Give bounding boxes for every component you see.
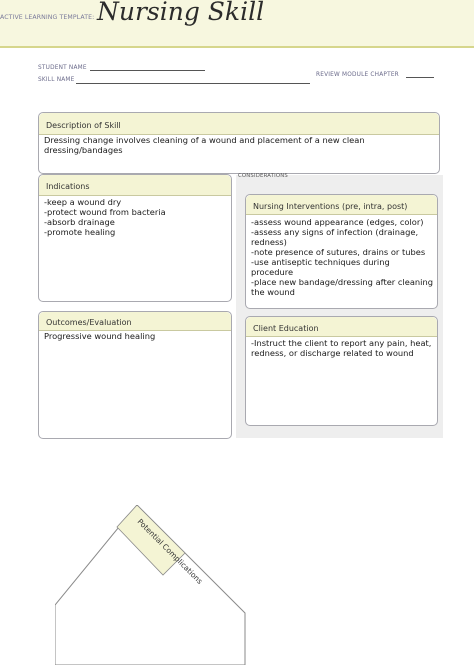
indications-header — [39, 175, 231, 196]
description-text: Dressing change involves cleaning of a wound and placement of a new clean dressing/bandages — [44, 135, 365, 155]
considerations-label: CONSIDERATIONS — [238, 173, 288, 179]
indications-box — [38, 174, 232, 302]
outcomes-header — [39, 312, 231, 331]
interventions-header — [246, 195, 437, 215]
interventions-title: Nursing Interventions (pre, intra, post) — [253, 202, 408, 211]
review-module-line[interactable] — [406, 77, 434, 78]
template-label: ACTIVE LEARNING TEMPLATE: — [0, 14, 95, 21]
list-item: -keep a wound dry — [44, 197, 122, 207]
description-header — [39, 113, 439, 135]
client-education-title: Client Education — [253, 324, 319, 333]
page-title: Nursing Skill — [97, 0, 265, 26]
list-item: -assess wound appearance (edges, color) — [251, 217, 424, 227]
indications-title: Indications — [46, 182, 90, 191]
list-item: -place new bandage/dressing after cleaning the wound — [251, 277, 433, 297]
interventions-list — [251, 217, 433, 297]
skill-name-line[interactable] — [76, 83, 310, 84]
outcomes-title: Outcomes/Evaluation — [46, 318, 132, 327]
client-education-text: -Instruct the client to report any pain, heat, redness, or discharge related to wound — [251, 338, 432, 358]
skill-name-label: SKILL NAME — [38, 77, 75, 83]
outcomes-text: Progressive wound healing — [44, 331, 156, 341]
description-title: Description of Skill — [46, 121, 121, 130]
outcomes-box — [38, 311, 232, 439]
list-item: -use antiseptic techniques during procedure — [251, 257, 390, 277]
list-item: -promote healing — [44, 227, 116, 237]
client-education-header — [246, 317, 437, 337]
list-item: -note presence of sutures, drains or tubes — [251, 247, 426, 257]
student-name-line[interactable] — [90, 70, 205, 71]
complications-title: Potential Complications — [135, 517, 205, 586]
interventions-box — [245, 194, 438, 309]
description-box — [38, 112, 440, 174]
list-item: -absorb drainage — [44, 217, 115, 227]
client-education-box — [245, 316, 438, 426]
header-band — [0, 0, 474, 48]
list-item: -assess any signs of infection (drainage, redness) — [251, 227, 419, 247]
complications-diamond — [55, 505, 255, 665]
review-module-label: REVIEW MODULE CHAPTER — [316, 72, 399, 78]
student-name-label: STUDENT NAME — [38, 65, 87, 71]
indications-list — [44, 197, 227, 237]
list-item: -protect wound from bacteria — [44, 207, 166, 217]
